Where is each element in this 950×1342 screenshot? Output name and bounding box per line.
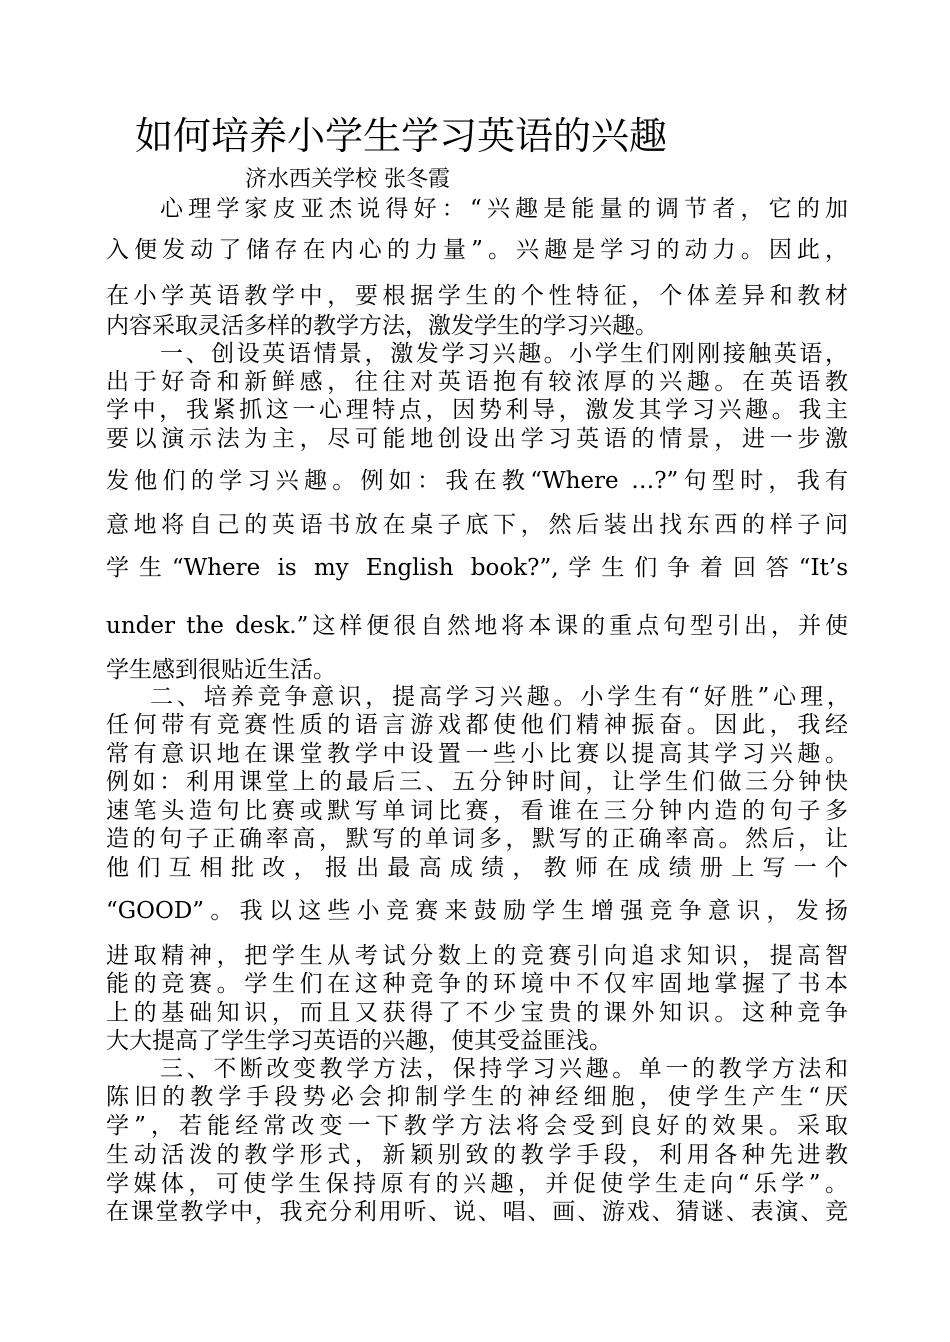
text-line: 二、培养竞争意识，提高学习兴趣。小学生有“好胜”心理， bbox=[150, 684, 850, 710]
text-line: 一、创设英语情景，激发学习兴趣。小学生们刚刚接触英语， bbox=[160, 341, 848, 367]
text-line: 能的竞赛。学生们在这种竞争的环境中不仅牢固地掌握了书本 bbox=[106, 971, 848, 997]
text-line: 他们互相批改，报出最高成绩，教师在成绩册上写一个 bbox=[106, 855, 848, 881]
text-line: 学生“Where is my English book?”,学生们争着回答“It’s bbox=[106, 555, 848, 581]
text-line: 学中，我紧抓这一心理特点，因势利导，激发其学习兴趣。我主 bbox=[106, 397, 848, 423]
text-line: 要以演示法为主，尽可能地创设出学习英语的情景，进一步激 bbox=[106, 426, 848, 452]
text-line: 造的句子正确率高，默写的单词多，默写的正确率高。然后，让 bbox=[106, 826, 848, 852]
text-line: 生动活泼的教学形式，新颖别致的教学手段，利用各种先进教 bbox=[106, 1142, 848, 1168]
text-line: 任何带有竞赛性质的语言游戏都使他们精神振奋。因此，我经 bbox=[106, 712, 848, 738]
author-line: 济水西关学校 张冬霞 bbox=[245, 167, 450, 192]
text-line: 学媒体，可使学生保持原有的兴趣，并促使学生走向“乐学”。 bbox=[106, 1171, 848, 1197]
text-line: 陈旧的教学手段势必会抑制学生的神经细胞，使学生产生“厌 bbox=[106, 1084, 848, 1110]
text-line: 发他们的学习兴趣。例如：我在教“Where …?”句型时，我有 bbox=[106, 468, 848, 494]
text-line: 入便发动了储存在内心的力量”。兴趣是学习的动力。因此， bbox=[106, 237, 848, 263]
text-line: “GOOD”。我以这些小竞赛来鼓励学生增强竞争意识，发扬 bbox=[106, 898, 848, 924]
text-line: 出于好奇和新鲜感，往往对英语抱有较浓厚的兴趣。在英语教 bbox=[106, 369, 848, 395]
text-line: 学生感到很贴近生活。 bbox=[106, 657, 336, 683]
text-line: 学”，若能经常改变一下教学方法将会受到良好的效果。采取 bbox=[106, 1113, 848, 1139]
text-line: 进取精神，把学生从考试分数上的竞赛引向追求知识，提高智 bbox=[106, 943, 848, 969]
text-line: 在课堂教学中，我充分利用听、说、唱、画、游戏、猜谜、表演、竞 bbox=[106, 1199, 848, 1225]
text-line: under the desk.”这样便很自然地将本课的重点句型引出，并使 bbox=[106, 613, 848, 639]
text-line: 上的基础知识，而且又获得了不少宝贵的课外知识。这种竞争 bbox=[106, 1000, 848, 1026]
text-line: 速笔头造句比赛或默写单词比赛，看谁在三分钟内造的句子多 bbox=[106, 798, 848, 824]
text-line: 心理学家皮亚杰说得好：“兴趣是能量的调节者，它的加 bbox=[160, 196, 848, 222]
text-line: 三、不断改变教学方法，保持学习兴趣。单一的教学方法和 bbox=[160, 1056, 848, 1082]
text-line: 内容采取灵活多样的教学方法，激发学生的学习兴趣。 bbox=[106, 313, 658, 339]
text-line: 在小学英语教学中，要根据学生的个性特征，个体差异和教材 bbox=[106, 283, 848, 309]
text-line: 常有意识地在课堂教学中设置一些小比赛以提高其学习兴趣。 bbox=[106, 741, 848, 767]
document-title: 如何培养小学生学习英语的兴趣 bbox=[135, 114, 668, 158]
text-line: 大大提高了学生学习英语的兴趣，使其受益匪浅。 bbox=[106, 1028, 612, 1054]
text-line: 例如：利用课堂上的最后三、五分钟时间，让学生们做三分钟快 bbox=[106, 769, 848, 795]
text-line: 意地将自己的英语书放在桌子底下，然后装出找东西的样子问 bbox=[106, 512, 848, 538]
